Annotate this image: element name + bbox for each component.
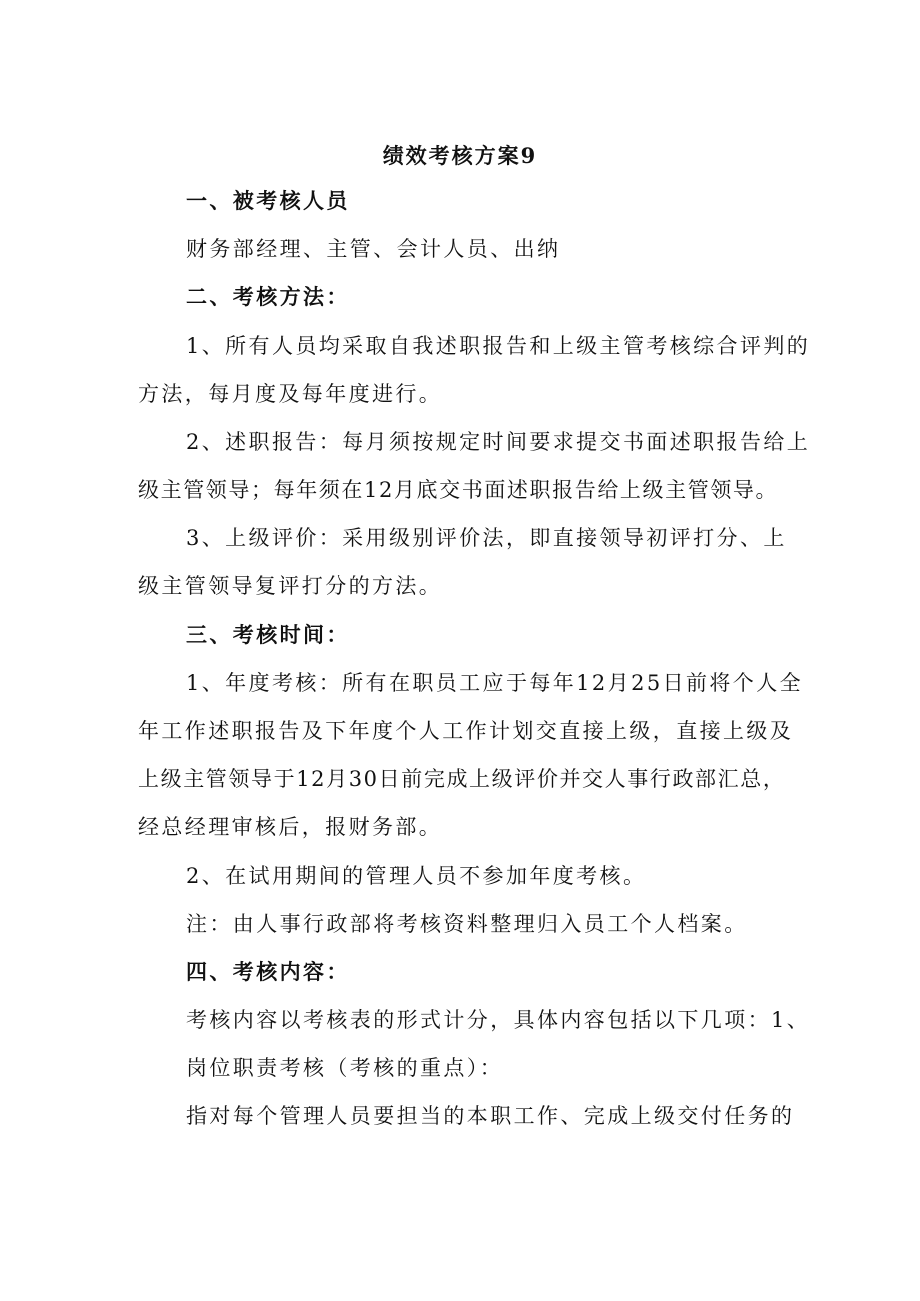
section-1-text: 财务部经理、主管、会计人员、出纳 [186,237,561,261]
section-3-item-1-line-2: 年工作述职报告及下年度个人工作计划交直接上级，直接上级及 [138,719,794,743]
section-3-item-1-line-4: 经总经理审核后，报财务部。 [138,815,443,839]
section-3-item-2: 2、在试用期间的管理人员不参加年度考核。 [186,864,647,888]
section-4-line-2: 岗位职责考核（考核的重点）： [186,1056,504,1080]
section-4-heading: 四、考核内容： [186,959,350,984]
section-2-item-2-line-2: 级主管领导；每年须在12月底交书面述职报告给上级主管领导。 [138,478,779,502]
section-1-heading: 一、被考核人员 [186,188,350,213]
section-3-item-1-line-1: 1、年度考核：所有在职员工应于每年12月25日前将个人全 [186,671,804,695]
section-3-heading: 三、考核时间： [186,622,350,647]
section-2-item-2-line-1: 2、述职报告：每月须按规定时间要求提交书面述职报告给上 [186,430,811,454]
section-4-line-1: 考核内容以考核表的形式计分，具体内容包括以下几项：1、 [186,1008,811,1032]
section-4-line-3: 指对每个管理人员要担当的本职工作、完成上级交付任务的 [186,1104,795,1128]
section-2-item-3-line-2: 级主管领导复评打分的方法。 [138,574,443,598]
document-title: 绩效考核方案9 [382,143,538,168]
section-2-item-3-line-1: 3、上级评价：采用级别评价法，即直接领导初评打分、上 [186,526,787,550]
section-3-item-1-line-3: 上级主管领导于12月30日前完成上级评价并交人事行政部汇总， [138,767,786,791]
section-2-heading: 二、考核方法： [186,284,350,309]
section-2-item-1-line-2: 方法，每月度及每年度进行。 [138,382,443,406]
section-3-note: 注：由人事行政部将考核资料整理归入员工个人档案。 [186,912,748,936]
section-2-item-1-line-1: 1、所有人员均采取自我述职报告和上级主管考核综合评判的 [186,334,811,358]
